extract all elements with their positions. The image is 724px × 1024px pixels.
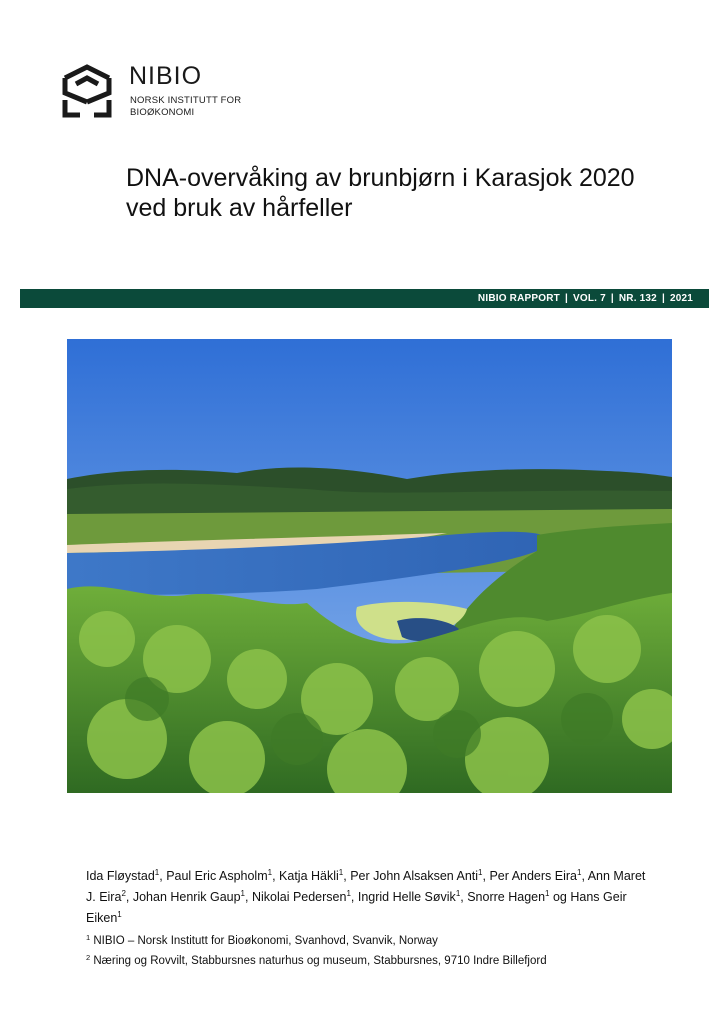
- author-name: Ann Maret J. Eira: [86, 869, 646, 904]
- author-name: Snorre Hagen: [467, 890, 546, 904]
- author-name: Paul Eric Aspholm: [166, 869, 268, 883]
- series-label: NIBIO RAPPORT: [477, 293, 560, 304]
- author-name: Nikolai Pedersen: [251, 890, 347, 904]
- series-info: [478, 289, 693, 308]
- author: [252, 890, 358, 904]
- cover-photo: [67, 339, 672, 793]
- author-affiliation: 1: [455, 889, 461, 898]
- author: [350, 869, 489, 883]
- series-year: 2021: [669, 293, 693, 304]
- author-separator: ,: [125, 890, 133, 904]
- affiliation-1: [86, 933, 438, 949]
- author-affiliation: 1: [545, 889, 550, 898]
- author: [358, 890, 467, 904]
- series-volume: VOL. 7: [572, 293, 606, 304]
- organization-subtitle: [130, 95, 241, 119]
- author-affiliation: 1: [154, 868, 160, 877]
- nibio-logo-icon: [62, 64, 112, 118]
- report-title: [126, 163, 696, 223]
- author-separator: ,: [350, 890, 358, 904]
- nibio-logo: [62, 64, 262, 120]
- author-separator: ,: [482, 869, 490, 883]
- author-separator: ,: [581, 869, 588, 883]
- author-affiliation: 1: [346, 889, 351, 898]
- series-separator: |: [610, 293, 614, 304]
- report-title-line1: DNA-overvåking av brunbjørn i Karasjok 2020: [126, 164, 635, 192]
- series-bar: [20, 289, 709, 308]
- author-affiliation: 1: [117, 910, 122, 919]
- author-separator: ,: [245, 890, 252, 904]
- author-name: Hans Geir Eiken: [86, 890, 627, 925]
- affiliation-2: [86, 953, 547, 969]
- series-number: NR. 132: [618, 293, 657, 304]
- series-separator: |: [564, 293, 568, 304]
- landscape-photo-icon: [67, 339, 672, 793]
- affiliation-marker: 1: [86, 933, 91, 942]
- author-affiliation: 1: [267, 868, 273, 877]
- author-name: Katja Häkli: [279, 869, 339, 883]
- authors-list: [86, 866, 646, 929]
- author-affiliation: 2: [121, 889, 126, 898]
- author-affiliation: 1: [577, 868, 582, 877]
- organization-subtitle-line1: NORSK INSTITUTT FOR: [130, 95, 242, 106]
- author-affiliation: 1: [338, 868, 344, 877]
- author: [489, 869, 587, 883]
- affiliation-text: Næring og Rovvilt, Stabbursnes naturhus og museum, Stabbursnes, 9710 Indre Billefjord: [90, 955, 547, 967]
- author: [279, 869, 350, 883]
- organization-name: NIBIO: [129, 62, 203, 90]
- author: [133, 890, 252, 904]
- author-name: Johan Henrik Gaup: [132, 890, 241, 904]
- author-separator: ,: [159, 869, 167, 883]
- author: [467, 890, 570, 904]
- author-separator: ,: [343, 869, 351, 883]
- author-name: Per John Alsaksen Anti: [350, 869, 479, 883]
- author-separator: ,: [272, 869, 280, 883]
- author: [86, 869, 166, 883]
- author-name: Ingrid Helle Søvik: [357, 890, 456, 904]
- author-separator: og: [549, 890, 571, 904]
- organization-subtitle-line2: BIOØKONOMI: [130, 107, 195, 118]
- affiliation-text: NIBIO – Norsk Institutt for Bioøkonomi, Svanhovd, Svanvik, Norway: [90, 935, 438, 947]
- series-separator: |: [661, 293, 665, 304]
- author-name: Ida Fløystad: [86, 869, 155, 883]
- author-separator: ,: [460, 890, 468, 904]
- author: [166, 869, 279, 883]
- affiliation-marker: 2: [86, 953, 91, 962]
- author-name: Per Anders Eira: [489, 869, 577, 883]
- author-affiliation: 1: [478, 868, 483, 877]
- author-affiliation: 1: [240, 889, 245, 898]
- report-title-line2: ved bruk av hårfeller: [126, 194, 353, 222]
